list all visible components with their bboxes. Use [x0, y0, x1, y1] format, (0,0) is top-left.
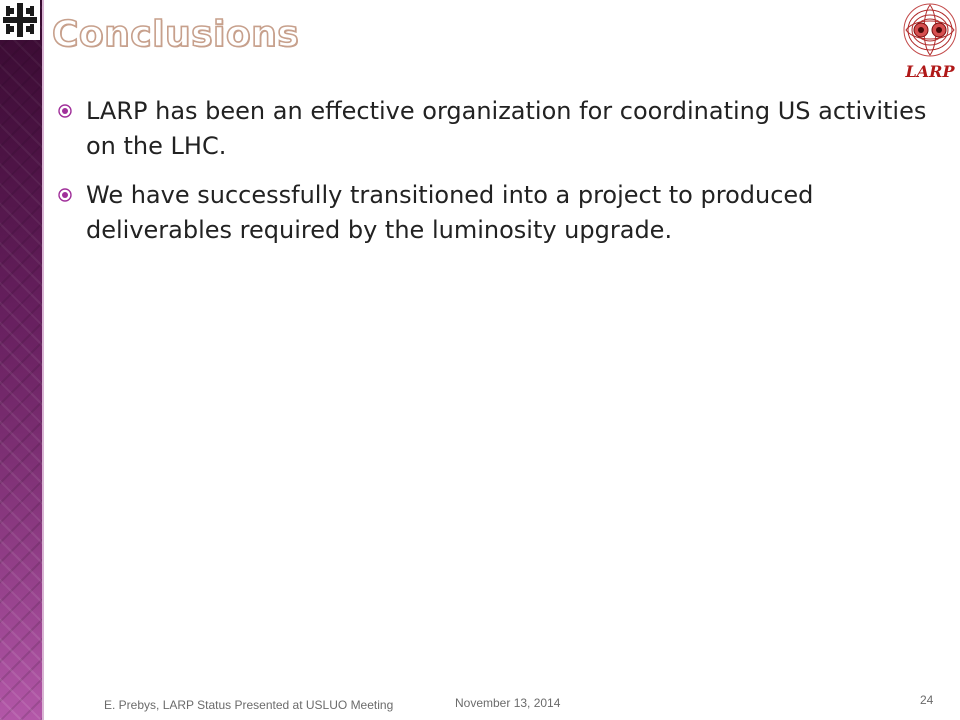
footer-date: November 13, 2014 [455, 696, 561, 710]
fermilab-logo-icon [0, 0, 40, 40]
bullet-list [58, 94, 928, 262]
side-band-edge [42, 0, 44, 720]
bullet-item [58, 94, 928, 164]
side-decoration-band [0, 0, 42, 720]
slide-title: Conclusions [52, 14, 300, 55]
page-number: 24 [920, 693, 934, 707]
bullet-text: We have successfully transitioned into a project to produced deliverables required by the luminosity upgrade. [86, 181, 814, 244]
circled-bullet-icon [58, 188, 72, 202]
larp-logo-text: LARP [905, 62, 955, 81]
footer-presenter: E. Prebys, LARP Status Presented at USLUO Meeting [104, 698, 394, 712]
bullet-item [58, 178, 928, 248]
bullet-text: LARP has been an effective organization for coordinating US activities on the LHC. [86, 97, 927, 160]
circled-bullet-icon [58, 104, 72, 118]
